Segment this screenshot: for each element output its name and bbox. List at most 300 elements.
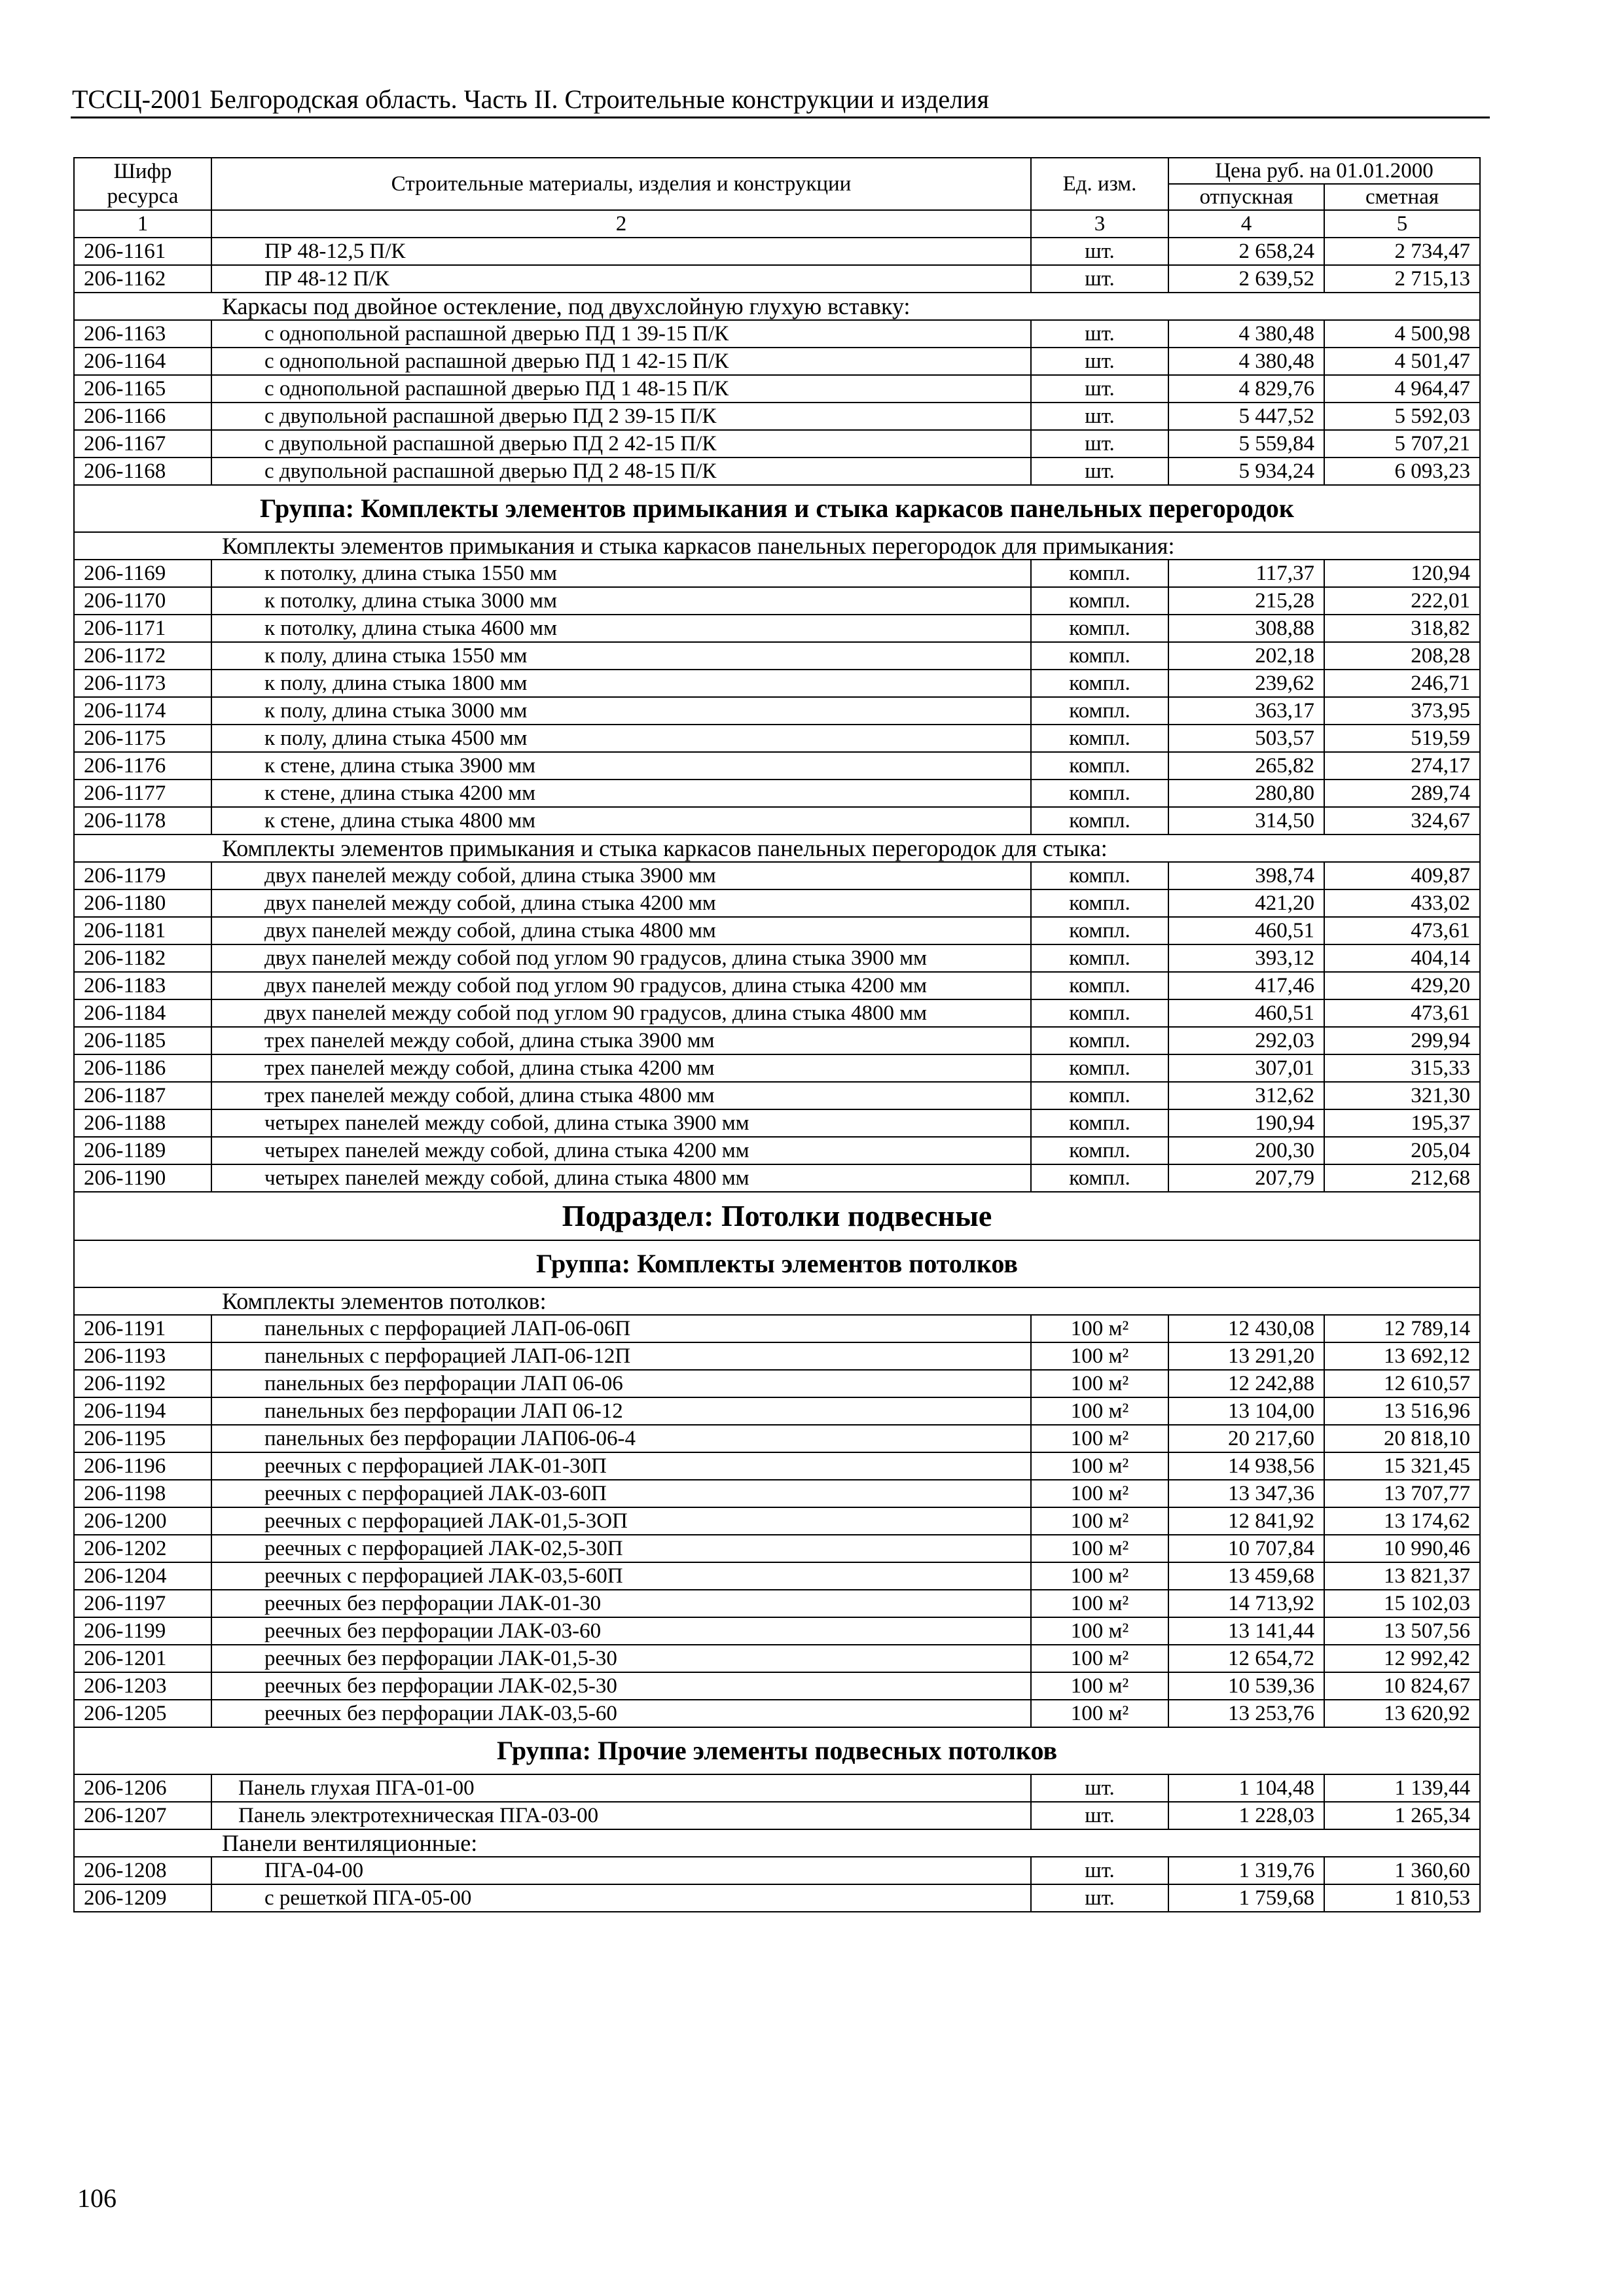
table-row [74, 1562, 1480, 1590]
table-row [74, 1315, 1480, 1342]
release-price: 190,94 [1168, 1109, 1324, 1137]
material-name: реечных без перфорации ЛАК-03-60 [211, 1617, 1031, 1645]
unit: компл. [1031, 697, 1168, 725]
resource-code: 206-1171 [74, 615, 211, 642]
material-name: к полу, длина стыка 1800 мм [211, 670, 1031, 697]
resource-code: 206-1188 [74, 1109, 211, 1137]
estimate-price: 1 360,60 [1324, 1857, 1480, 1884]
unit: шт. [1031, 375, 1168, 403]
resource-code: 206-1179 [74, 862, 211, 889]
unit: 100 м² [1031, 1562, 1168, 1590]
unit: компл. [1031, 1164, 1168, 1192]
estimate-price: 2 734,47 [1324, 238, 1480, 265]
release-price: 13 253,76 [1168, 1700, 1324, 1727]
table-row [74, 238, 1480, 265]
table-row [74, 1425, 1480, 1452]
material-name: панельных без перфорации ЛАП06-06-4 [211, 1425, 1031, 1452]
resource-code: 206-1170 [74, 587, 211, 615]
resource-code: 206-1198 [74, 1480, 211, 1507]
estimate-price: 274,17 [1324, 752, 1480, 780]
col-release-header: отпускная [1168, 184, 1324, 210]
release-price: 13 291,20 [1168, 1342, 1324, 1370]
release-price: 398,74 [1168, 862, 1324, 889]
resource-code: 206-1181 [74, 917, 211, 944]
material-name [211, 972, 1031, 999]
unit: 100 м² [1031, 1590, 1168, 1617]
table-row [74, 670, 1480, 697]
resource-code: 206-1177 [74, 780, 211, 807]
unit: шт. [1031, 430, 1168, 457]
table-row [74, 1342, 1480, 1370]
resource-code: 206-1209 [74, 1884, 211, 1912]
release-price: 2 658,24 [1168, 238, 1324, 265]
release-price: 12 242,88 [1168, 1370, 1324, 1397]
unit: 100 м² [1031, 1645, 1168, 1672]
resource-code: 206-1189 [74, 1137, 211, 1164]
subgroup-title: Комплекты элементов примыкания и стыка каркасов панельных перегородок для стыка: [74, 834, 1480, 862]
unit: шт. [1031, 1884, 1168, 1912]
material-name: к стене, длина стыка 3900 мм [211, 752, 1031, 780]
release-price: 4 829,76 [1168, 375, 1324, 403]
release-price: 13 141,44 [1168, 1617, 1324, 1645]
unit: компл. [1031, 999, 1168, 1027]
table-row [74, 862, 1480, 889]
material-name [211, 999, 1031, 1027]
release-price: 421,20 [1168, 889, 1324, 917]
material-name: с решеткой ПГА-05-00 [211, 1884, 1031, 1912]
material-name: реечных с перфорацией ЛАК-01,5-3ОП [211, 1507, 1031, 1535]
resource-code: 206-1161 [74, 238, 211, 265]
release-price: 1 759,68 [1168, 1884, 1324, 1912]
resource-code: 206-1163 [74, 320, 211, 348]
unit: компл. [1031, 642, 1168, 670]
estimate-price: 299,94 [1324, 1027, 1480, 1054]
material-name: трех панелей между собой, длина стыка 4200 мм [211, 1054, 1031, 1082]
estimate-price: 5 592,03 [1324, 403, 1480, 430]
subgroup-row [74, 532, 1480, 560]
estimate-price: 433,02 [1324, 889, 1480, 917]
table-row [74, 1645, 1480, 1672]
resource-code: 206-1174 [74, 697, 211, 725]
unit: шт. [1031, 265, 1168, 293]
estimate-price: 4 964,47 [1324, 375, 1480, 403]
resource-code: 206-1191 [74, 1315, 211, 1342]
table-row [74, 972, 1480, 999]
subgroup-row [74, 1829, 1480, 1857]
resource-code: 206-1201 [74, 1645, 211, 1672]
release-price: 314,50 [1168, 807, 1324, 834]
subgroup-row [74, 834, 1480, 862]
header-rule [71, 117, 1490, 118]
release-price: 20 217,60 [1168, 1425, 1324, 1452]
material-name: панельных с перфорацией ЛАП-06-12П [211, 1342, 1031, 1370]
col-code-header: Шифр ресурса [74, 158, 211, 210]
estimate-price: 208,28 [1324, 642, 1480, 670]
table-row [74, 1137, 1480, 1164]
resource-code: 206-1207 [74, 1802, 211, 1829]
material-name: Панель глухая ПГА-01-00 [211, 1774, 1031, 1802]
material-name-text: двух панелей между собой под углом 90 градусов, длина стыка 3900 мм [264, 946, 928, 970]
resource-code: 206-1166 [74, 403, 211, 430]
release-price: 117,37 [1168, 560, 1324, 587]
table-row [74, 1857, 1480, 1884]
material-name: к потолку, длина стыка 1550 мм [211, 560, 1031, 587]
col-name-header: Строительные материалы, изделия и конструкции [211, 158, 1031, 210]
release-price: 503,57 [1168, 725, 1324, 752]
release-price: 239,62 [1168, 670, 1324, 697]
table-row [74, 780, 1480, 807]
table-row [74, 375, 1480, 403]
estimate-price: 10 824,67 [1324, 1672, 1480, 1700]
unit: 100 м² [1031, 1700, 1168, 1727]
estimate-price: 321,30 [1324, 1082, 1480, 1109]
table-row [74, 1774, 1480, 1802]
unit: компл. [1031, 670, 1168, 697]
estimate-price: 404,14 [1324, 944, 1480, 972]
release-price: 13 347,36 [1168, 1480, 1324, 1507]
resource-code: 206-1176 [74, 752, 211, 780]
material-name: трех панелей между собой, длина стыка 3900 мм [211, 1027, 1031, 1054]
resource-code: 206-1182 [74, 944, 211, 972]
unit: шт. [1031, 1774, 1168, 1802]
material-name: ПР 48-12,5 П/К [211, 238, 1031, 265]
release-price: 10 539,36 [1168, 1672, 1324, 1700]
material-name-text: двух панелей между собой под углом 90 градусов, длина стыка 4200 мм [264, 974, 928, 997]
col-estimate-header: сметная [1324, 184, 1480, 210]
estimate-price: 13 821,37 [1324, 1562, 1480, 1590]
resource-code: 206-1168 [74, 457, 211, 485]
estimate-price: 13 174,62 [1324, 1507, 1480, 1535]
table-row [74, 265, 1480, 293]
resource-code: 206-1172 [74, 642, 211, 670]
resource-code: 206-1175 [74, 725, 211, 752]
estimate-price: 4 501,47 [1324, 348, 1480, 375]
material-name: к стене, длина стыка 4200 мм [211, 780, 1031, 807]
resource-code: 206-1205 [74, 1700, 211, 1727]
release-price: 292,03 [1168, 1027, 1324, 1054]
resource-code: 206-1178 [74, 807, 211, 834]
estimate-price: 205,04 [1324, 1137, 1480, 1164]
group-title: Группа: Комплекты элементов примыкания и стыка каркасов панельных перегородок [74, 485, 1480, 532]
release-price: 10 707,84 [1168, 1535, 1324, 1562]
resource-code: 206-1169 [74, 560, 211, 587]
unit: компл. [1031, 889, 1168, 917]
estimate-price: 15 102,03 [1324, 1590, 1480, 1617]
release-price: 5 559,84 [1168, 430, 1324, 457]
estimate-price: 15 321,45 [1324, 1452, 1480, 1480]
unit: компл. [1031, 1137, 1168, 1164]
estimate-price: 13 516,96 [1324, 1397, 1480, 1425]
unit: шт. [1031, 1857, 1168, 1884]
release-price: 312,62 [1168, 1082, 1324, 1109]
release-price: 215,28 [1168, 587, 1324, 615]
material-name: реечных с перфорацией ЛАК-02,5-30П [211, 1535, 1031, 1562]
material-name: трех панелей между собой, длина стыка 4800 мм [211, 1082, 1031, 1109]
unit: компл. [1031, 560, 1168, 587]
group-title: Группа: Комплекты элементов потолков [74, 1240, 1480, 1287]
table-row [74, 697, 1480, 725]
release-price: 265,82 [1168, 752, 1324, 780]
subgroup-title: Панели вентиляционные: [74, 1829, 1480, 1857]
estimate-price: 473,61 [1324, 917, 1480, 944]
unit: компл. [1031, 752, 1168, 780]
section-row [74, 1192, 1480, 1240]
page-number: 106 [77, 2183, 117, 2213]
subgroup-title: Комплекты элементов примыкания и стыка каркасов панельных перегородок для примыкания: [74, 532, 1480, 560]
resource-code: 206-1184 [74, 999, 211, 1027]
page-header: ТССЦ-2001 Белгородская область. Часть II. Строительные конструкции и изделия [72, 84, 989, 114]
release-price: 12 841,92 [1168, 1507, 1324, 1535]
resource-code: 206-1162 [74, 265, 211, 293]
estimate-price: 13 692,12 [1324, 1342, 1480, 1370]
estimate-price: 519,59 [1324, 725, 1480, 752]
table-body [74, 238, 1480, 1912]
subgroup-title: Каркасы под двойное остекление, под двухслойную глухую вставку: [74, 293, 1480, 320]
unit: шт. [1031, 348, 1168, 375]
release-price: 1 228,03 [1168, 1802, 1324, 1829]
unit: 100 м² [1031, 1672, 1168, 1700]
table-row [74, 457, 1480, 485]
table-row [74, 1802, 1480, 1829]
resource-code: 206-1206 [74, 1774, 211, 1802]
estimate-price: 12 992,42 [1324, 1645, 1480, 1672]
material-name: к потолку, длина стыка 3000 мм [211, 587, 1031, 615]
release-price: 393,12 [1168, 944, 1324, 972]
material-name: с однопольной распашной дверью ПД 1 39-15 П/К [211, 320, 1031, 348]
table-row [74, 1700, 1480, 1727]
release-price: 363,17 [1168, 697, 1324, 725]
material-name: к полу, длина стыка 1550 мм [211, 642, 1031, 670]
unit: компл. [1031, 615, 1168, 642]
unit: компл. [1031, 917, 1168, 944]
resource-code: 206-1202 [74, 1535, 211, 1562]
release-price: 4 380,48 [1168, 320, 1324, 348]
resource-code: 206-1167 [74, 430, 211, 457]
material-name: двух панелей между собой, длина стыка 3900 мм [211, 862, 1031, 889]
material-name-text: двух панелей между собой под углом 90 градусов, длина стыка 4800 мм [264, 1001, 928, 1025]
resource-code: 206-1190 [74, 1164, 211, 1192]
resource-code: 206-1200 [74, 1507, 211, 1535]
resource-code: 206-1185 [74, 1027, 211, 1054]
release-price: 460,51 [1168, 917, 1324, 944]
table-row [74, 642, 1480, 670]
estimate-price: 1 810,53 [1324, 1884, 1480, 1912]
table-row [74, 725, 1480, 752]
unit: 100 м² [1031, 1315, 1168, 1342]
group-title: Группа: Прочие элементы подвесных потолков [74, 1727, 1480, 1774]
group-row [74, 1240, 1480, 1287]
unit: 100 м² [1031, 1507, 1168, 1535]
table-row [74, 1884, 1480, 1912]
release-price: 460,51 [1168, 999, 1324, 1027]
estimate-price: 195,37 [1324, 1109, 1480, 1137]
estimate-price: 4 500,98 [1324, 320, 1480, 348]
estimate-price: 20 818,10 [1324, 1425, 1480, 1452]
unit: компл. [1031, 1054, 1168, 1082]
resource-code: 206-1194 [74, 1397, 211, 1425]
table-row [74, 1672, 1480, 1700]
resource-code: 206-1164 [74, 348, 211, 375]
estimate-price: 13 507,56 [1324, 1617, 1480, 1645]
table-row [74, 615, 1480, 642]
estimate-price: 13 620,92 [1324, 1700, 1480, 1727]
table-row [74, 1535, 1480, 1562]
unit: компл. [1031, 587, 1168, 615]
unit: 100 м² [1031, 1617, 1168, 1645]
unit: шт. [1031, 1802, 1168, 1829]
table-row [74, 430, 1480, 457]
estimate-price: 1 139,44 [1324, 1774, 1480, 1802]
estimate-price: 429,20 [1324, 972, 1480, 999]
material-name: к потолку, длина стыка 4600 мм [211, 615, 1031, 642]
estimate-price: 324,67 [1324, 807, 1480, 834]
resource-code: 206-1208 [74, 1857, 211, 1884]
subgroup-title: Комплекты элементов потолков: [74, 1287, 1480, 1315]
subgroup-row [74, 1287, 1480, 1315]
release-price: 1 319,76 [1168, 1857, 1324, 1884]
unit: компл. [1031, 807, 1168, 834]
release-price: 5 447,52 [1168, 403, 1324, 430]
table-row [74, 348, 1480, 375]
group-row [74, 1727, 1480, 1774]
material-name: реечных без перфорации ЛАК-02,5-30 [211, 1672, 1031, 1700]
release-price: 4 380,48 [1168, 348, 1324, 375]
subgroup-row [74, 293, 1480, 320]
estimate-price: 12 610,57 [1324, 1370, 1480, 1397]
col-number-3: 3 [1031, 210, 1168, 238]
material-name: реечных с перфорацией ЛАК-03,5-60П [211, 1562, 1031, 1590]
unit: компл. [1031, 862, 1168, 889]
col-price-header: Цена руб. на 01.01.2000 [1168, 158, 1480, 184]
unit: шт. [1031, 238, 1168, 265]
release-price: 5 934,24 [1168, 457, 1324, 485]
material-name: двух панелей между собой, длина стыка 4200 мм [211, 889, 1031, 917]
material-name: панельных с перфорацией ЛАП-06-06П [211, 1315, 1031, 1342]
estimate-price: 409,87 [1324, 862, 1480, 889]
resource-code: 206-1173 [74, 670, 211, 697]
material-name: четырех панелей между собой, длина стыка 4200 мм [211, 1137, 1031, 1164]
release-price: 14 713,92 [1168, 1590, 1324, 1617]
material-name: к полу, длина стыка 3000 мм [211, 697, 1031, 725]
release-price: 2 639,52 [1168, 265, 1324, 293]
estimate-price: 289,74 [1324, 780, 1480, 807]
material-name: с однопольной распашной дверью ПД 1 42-15 П/К [211, 348, 1031, 375]
release-price: 13 104,00 [1168, 1397, 1324, 1425]
unit: компл. [1031, 780, 1168, 807]
table-row [74, 1027, 1480, 1054]
material-name: Панель электротехническая ПГА-03-00 [211, 1802, 1031, 1829]
resource-code: 206-1183 [74, 972, 211, 999]
estimate-price: 318,82 [1324, 615, 1480, 642]
resource-code: 206-1197 [74, 1590, 211, 1617]
col-number-5: 5 [1324, 210, 1480, 238]
material-name: четырех панелей между собой, длина стыка 4800 мм [211, 1164, 1031, 1192]
release-price: 308,88 [1168, 615, 1324, 642]
release-price: 280,80 [1168, 780, 1324, 807]
unit: шт. [1031, 403, 1168, 430]
material-name: с двупольной распашной дверью ПД 2 39-15 П/К [211, 403, 1031, 430]
table-row [74, 1397, 1480, 1425]
material-name: двух панелей между собой, длина стыка 4800 мм [211, 917, 1031, 944]
unit: компл. [1031, 1027, 1168, 1054]
resource-code: 206-1186 [74, 1054, 211, 1082]
unit: 100 м² [1031, 1535, 1168, 1562]
estimate-price: 1 265,34 [1324, 1802, 1480, 1829]
estimate-price: 2 715,13 [1324, 265, 1480, 293]
table-row [74, 1480, 1480, 1507]
unit: компл. [1031, 1082, 1168, 1109]
material-name: реечных с перфорацией ЛАК-01-30П [211, 1452, 1031, 1480]
release-price: 307,01 [1168, 1054, 1324, 1082]
col-number-1: 1 [74, 210, 211, 238]
resource-code: 206-1187 [74, 1082, 211, 1109]
estimate-price: 473,61 [1324, 999, 1480, 1027]
resource-code: 206-1204 [74, 1562, 211, 1590]
col-number-2: 2 [211, 210, 1031, 238]
estimate-price: 6 093,23 [1324, 457, 1480, 485]
material-name: реечных без перфорации ЛАК-01-30 [211, 1590, 1031, 1617]
material-name: с двупольной распашной дверью ПД 2 48-15 П/К [211, 457, 1031, 485]
unit: 100 м² [1031, 1452, 1168, 1480]
unit: 100 м² [1031, 1397, 1168, 1425]
resource-code: 206-1193 [74, 1342, 211, 1370]
table-row [74, 752, 1480, 780]
release-price: 207,79 [1168, 1164, 1324, 1192]
material-name: панельных без перфорации ЛАП 06-06 [211, 1370, 1031, 1397]
estimate-price: 315,33 [1324, 1054, 1480, 1082]
material-name: реечных без перфорации ЛАК-03,5-60 [211, 1700, 1031, 1727]
material-name: к полу, длина стыка 4500 мм [211, 725, 1031, 752]
table-row [74, 1590, 1480, 1617]
unit: компл. [1031, 944, 1168, 972]
resource-code: 206-1195 [74, 1425, 211, 1452]
estimate-price: 120,94 [1324, 560, 1480, 587]
material-name: ПР 48-12 П/К [211, 265, 1031, 293]
release-price: 417,46 [1168, 972, 1324, 999]
table-row [74, 999, 1480, 1027]
estimate-price: 5 707,21 [1324, 430, 1480, 457]
release-price: 13 459,68 [1168, 1562, 1324, 1590]
unit: компл. [1031, 725, 1168, 752]
estimate-price: 222,01 [1324, 587, 1480, 615]
release-price: 202,18 [1168, 642, 1324, 670]
estimate-price: 212,68 [1324, 1164, 1480, 1192]
table-row [74, 917, 1480, 944]
table-row [74, 1164, 1480, 1192]
release-price: 200,30 [1168, 1137, 1324, 1164]
release-price: 12 430,08 [1168, 1315, 1324, 1342]
estimate-price: 246,71 [1324, 670, 1480, 697]
unit: шт. [1031, 457, 1168, 485]
table-row [74, 889, 1480, 917]
resource-code: 206-1165 [74, 375, 211, 403]
release-price: 14 938,56 [1168, 1452, 1324, 1480]
unit: 100 м² [1031, 1425, 1168, 1452]
table-row [74, 403, 1480, 430]
resource-code: 206-1192 [74, 1370, 211, 1397]
unit: компл. [1031, 972, 1168, 999]
material-name: реечных без перфорации ЛАК-01,5-30 [211, 1645, 1031, 1672]
estimate-price: 373,95 [1324, 697, 1480, 725]
release-price: 12 654,72 [1168, 1645, 1324, 1672]
material-name: к стене, длина стыка 4800 мм [211, 807, 1031, 834]
material-name: реечных с перфорацией ЛАК-03-60П [211, 1480, 1031, 1507]
table-row [74, 807, 1480, 834]
unit: компл. [1031, 1109, 1168, 1137]
material-name [211, 944, 1031, 972]
table-row [74, 560, 1480, 587]
table-row [74, 1082, 1480, 1109]
